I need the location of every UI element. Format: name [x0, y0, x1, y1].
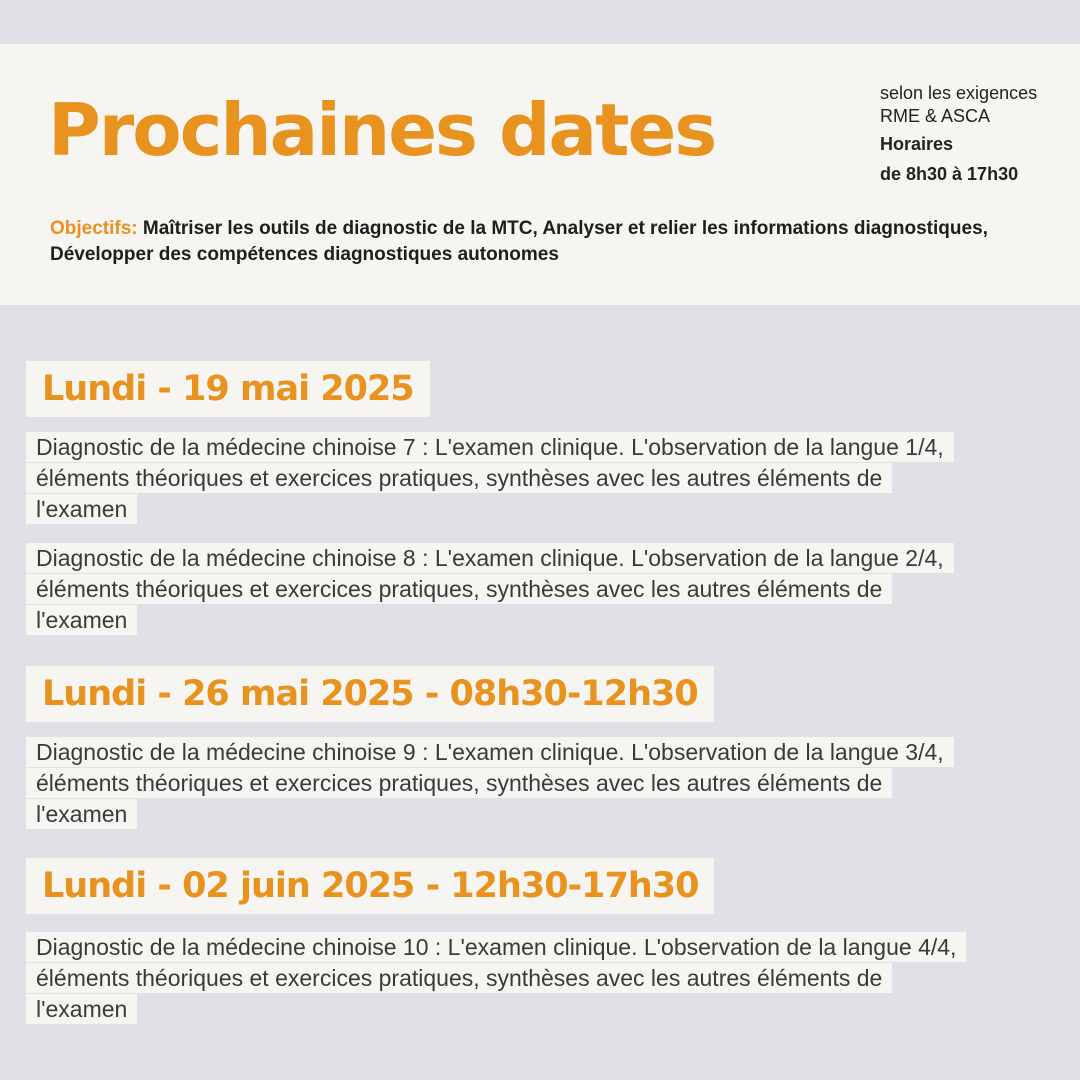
requirements-line-2: RME & ASCA: [880, 106, 991, 126]
session-item-text: Diagnostic de la médecine chinoise 7 : L'examen clinique. L'observation de la langue 1/4, éléments théoriques et exercices pratiques, synthèses avec les autres éléments de l'examen: [26, 432, 954, 524]
session-date-1: Lundi - 19 mai 2025: [26, 361, 430, 417]
schedule-value: de 8h30 à 17h30: [880, 164, 1019, 184]
header-panel: [0, 44, 1080, 305]
session-item-text: Diagnostic de la médecine chinoise 9 : L'examen clinique. L'observation de la langue 3/4, éléments théoriques et exercices pratiques, synthèses avec les autres éléments de l'examen: [26, 737, 954, 829]
session-item-text: Diagnostic de la médecine chinoise 10 : L'examen clinique. L'observation de la langue 4/4, éléments théoriques et exercices pratiques, synthèses avec les autres éléments de l'examen: [26, 932, 966, 1024]
schedule-label: Horaires: [880, 134, 954, 154]
session-date-3: Lundi - 02 juin 2025 - 12h30-17h30: [26, 858, 714, 914]
session-item: [26, 932, 986, 1025]
session-item-text: Diagnostic de la médecine chinoise 8 : L'examen clinique. L'observation de la langue 2/4, éléments théoriques et exercices pratiques, synthèses avec les autres éléments de l'examen: [26, 543, 954, 635]
requirements-line-1: selon les exigences: [880, 83, 1038, 103]
session-item: [26, 543, 986, 636]
session-item: [26, 737, 986, 830]
objectives-text: Maîtriser les outils de diagnostic de la MTC, Analyser et relier les informations diagnostiques, Développer des compétences diagnostiques autonomes: [50, 218, 988, 265]
session-date-2: Lundi - 26 mai 2025 - 08h30-12h30: [26, 666, 714, 722]
info-block: [880, 82, 1075, 186]
objectives: [50, 216, 1050, 268]
session-item: [26, 432, 986, 525]
page-title: Prochaines dates: [48, 88, 716, 172]
objectives-label: Objectifs:: [50, 218, 138, 239]
